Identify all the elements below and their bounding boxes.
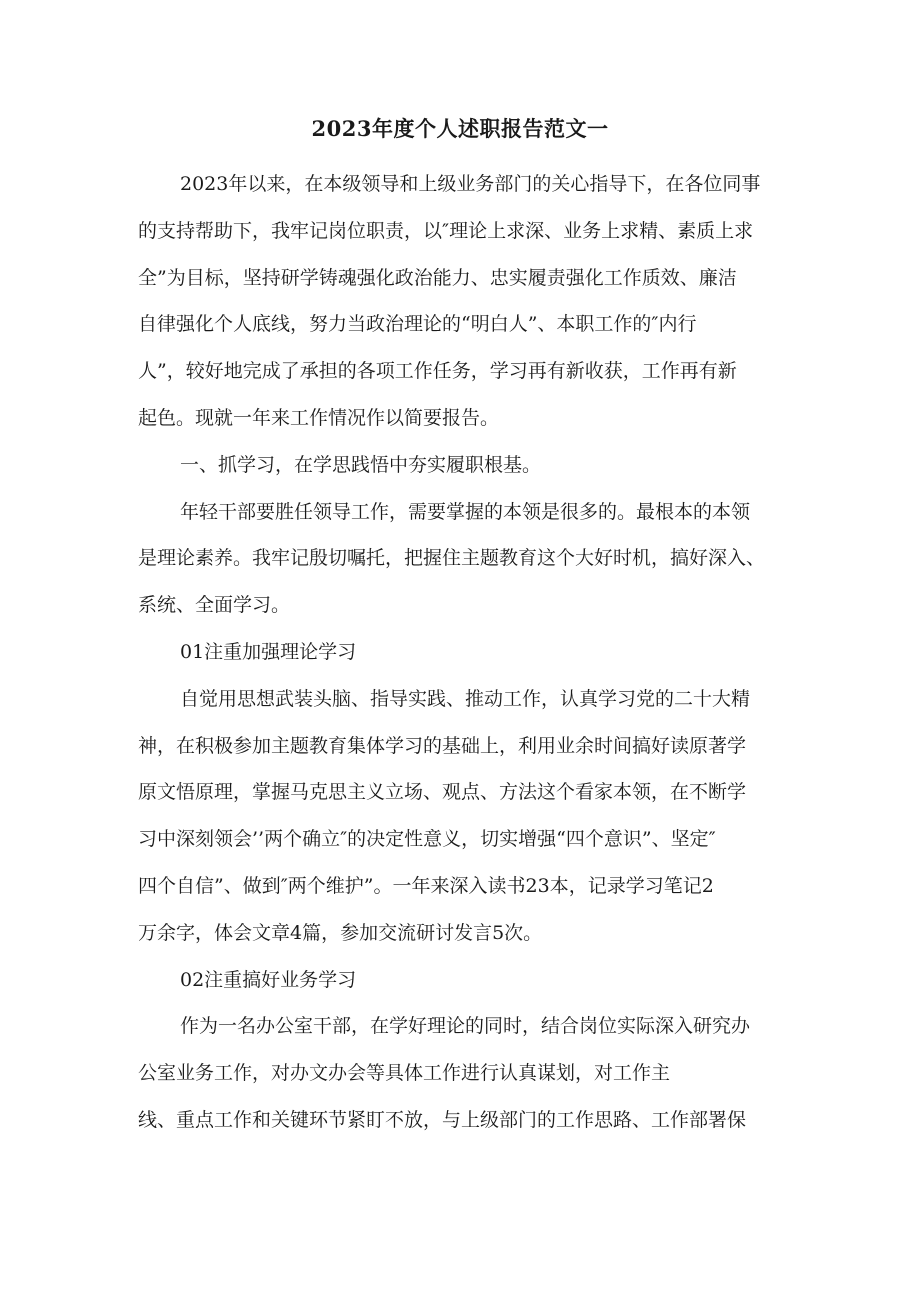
text-line: 作为一名办公室干部，在学好理论的同时，结合岗位实际深入研究办 <box>180 1015 751 1038</box>
text-line: 自律强化个人底线，努力当政治理论的“明白人”、本职工作的″内行 <box>138 313 697 336</box>
text-line: 线、重点工作和关键环节紧盯不放，与上级部门的工作思路、工作部署保 <box>138 1109 747 1131</box>
text-line: 原文悟原理，掌握马克思主义立场、观点、方法这个看家本领，在不断学 <box>138 781 747 804</box>
text-line: 一、抓学习，在学思践悟中夯实履职根基。 <box>180 453 542 476</box>
text-line: 01注重加强理论学习 <box>180 641 357 663</box>
text-line: 是理论素养。我牢记殷切嘱托，把握住主题教育这个大好时机，搞好深入、 <box>138 547 766 570</box>
text-line: 公室业务工作，对办文办会等具体工作进行认真谋划，对工作主 <box>138 1062 671 1085</box>
text-line: 神，在积极参加主题教育集体学习的基础上，利用业余时间搞好读原著学 <box>138 734 747 757</box>
text-line: 起色。现就一年来工作情况作以简要报告。 <box>138 407 500 429</box>
text-line: 习中深刻领会’’两个确立″的决定性意义，切实增强“四个意识”、坚定″ <box>138 828 716 851</box>
text-line: 自觉用思想武装头脑、指导实践、推动工作，认真学习党的二十大精 <box>180 687 751 710</box>
document-title: 2023年度个人述职报告范文一 <box>311 116 609 141</box>
text-line: 系统、全面学习。 <box>138 594 291 617</box>
text-line: 年轻干部要胜任领导工作，需要掌握的本领是很多的。最根本的本领 <box>180 500 751 523</box>
text-line: 2023年以来，在本级领导和上级业务部门的关心指导下，在各位同事 <box>180 173 761 195</box>
text-line: 人”，较好地完成了承担的各项工作任务，学习再有新收获，工作再有新 <box>138 360 737 383</box>
text-line: 02注重搞好业务学习 <box>180 968 357 991</box>
text-line: 万余字，体会文章4篇，参加交流研讨发言5次。 <box>138 921 543 944</box>
text-line: 四个自信”、做到″两个维护”。一年来深入读书23本，记录学习笔记2 <box>138 875 714 897</box>
text-line: 全”为目标，坚持研学铸魂强化政治能力、忠实履责强化工作质效、廉洁 <box>138 266 737 289</box>
text-line: 的支持帮助下，我牢记岗位职责，以″理论上求深、业务上求精、素质上求 <box>138 219 754 242</box>
